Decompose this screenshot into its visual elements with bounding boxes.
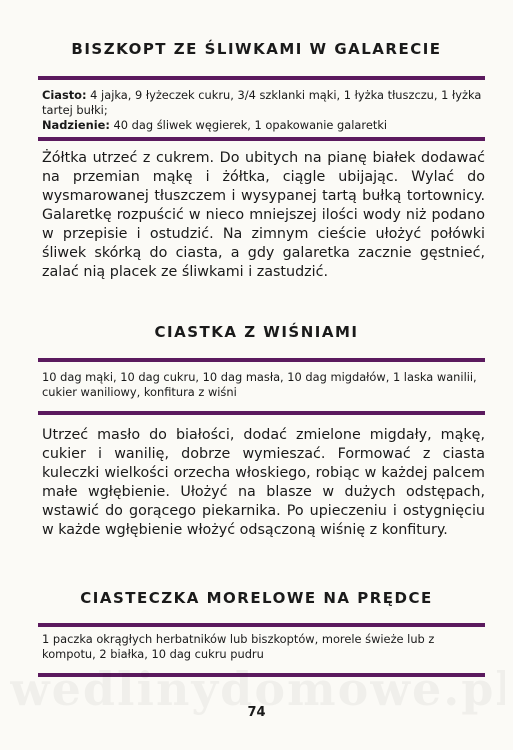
section-divider bbox=[38, 76, 485, 80]
ingredient-text: 40 dag śliwek węgierek, 1 opakowanie galaretki bbox=[109, 118, 388, 132]
recipe-title-ciastka: CIASTKA Z WIŚNIAMI bbox=[154, 323, 359, 341]
ingredients-ciasteczka: 1 paczka okrągłych herbatników lub biszkoptów, morele świeże lub z kompotu, 2 białka, 10 dag cukru pudru bbox=[42, 632, 435, 661]
section-divider bbox=[38, 623, 485, 627]
page-number: 74 bbox=[247, 705, 266, 720]
ingredient-line-ciasto bbox=[42, 88, 487, 118]
section-divider bbox=[38, 358, 485, 362]
ingredient-line-nadzienie bbox=[42, 118, 487, 133]
ingredients-biszkopt bbox=[42, 88, 487, 133]
method-biszkopt: Żółtka utrzeć z cukrem. Do ubitych na pianę białek dodawać na przemian mąkę i żółtka, ciągle ubijając. Wylać do wysmarowanej tłuszczem i wysypanej tartą bułką tortownicy. Galaretkę rozpuścić w nieco mniejszej ilości wody niż podano w przepisie i ostudzić. Na zimnym cieście ułożyć połówki śliwek skórką do ciasta, a gdy galaretka zacznie gęstnieć, zalać nią placek ze śliwkami i zastudzić. bbox=[42, 150, 485, 280]
ingredient-label: Ciasto: bbox=[42, 88, 87, 102]
recipe-title-biszkopt: BISZKOPT ZE ŚLIWKAMI W GALARECIE bbox=[71, 40, 442, 58]
section-divider bbox=[38, 137, 485, 141]
ingredient-text: 4 jajka, 9 łyżeczek cukru, 3/4 szklanki mąki, 1 łyżka tłuszczu, 1 łyżka tartej bułki; bbox=[42, 88, 482, 117]
method-ciastka: Utrzeć masło do białości, dodać zmielone migdały, mąkę, cukier i wanilię, dobrze wymieszać. Formować z ciasta kuleczki wielkości orzecha włoskiego, robiąc w każdej palcem małe wgłębienie. Ułożyć na blasze w dużych odstępach, wstawić do gorącego piekarnika. Po upieczeniu i ostygnięciu w każde wgłębienie włożyć odsączoną wiśnię z konfitury. bbox=[42, 427, 485, 538]
ingredient-label: Nadzienie: bbox=[42, 118, 110, 132]
section-divider bbox=[38, 411, 485, 415]
ingredients-ciastka: 10 dag mąki, 10 dag cukru, 10 dag masła, 10 dag migdałów, 1 laska wanilii, cukier waniliowy, konfitura z wiśni bbox=[42, 370, 477, 399]
recipe-title-ciasteczka: CIASTECZKA MORELOWE NA PRĘDCE bbox=[80, 589, 433, 607]
